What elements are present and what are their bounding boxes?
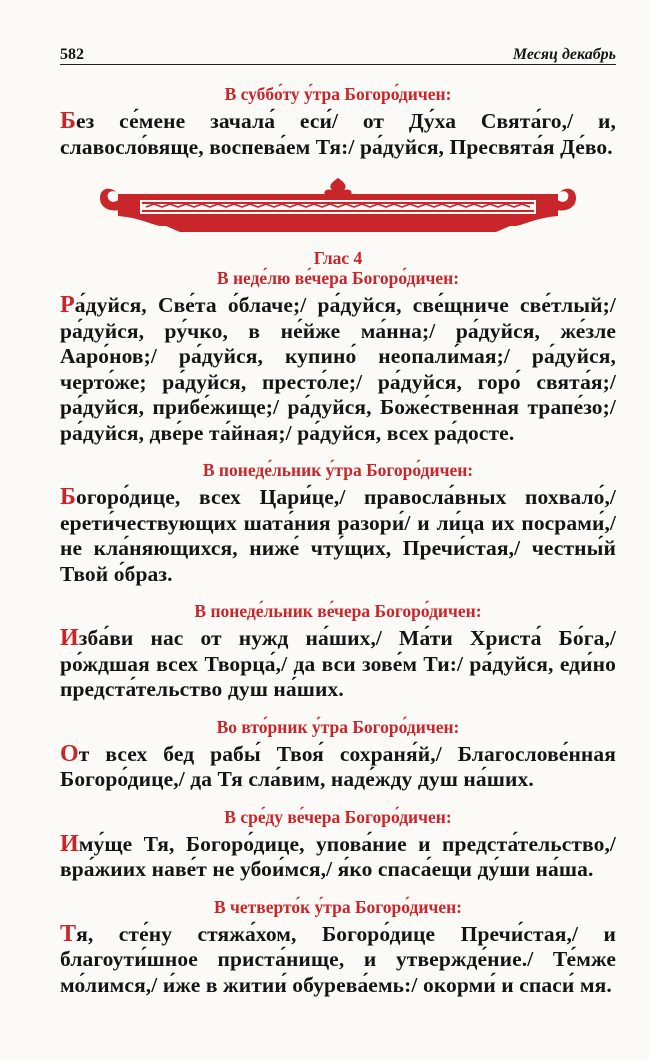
running-title: Месяц декабрь	[512, 46, 616, 63]
initial-letter: Р	[60, 292, 75, 318]
section-title: В неде́лю ве́чера Богоро́дичен:	[216, 268, 460, 288]
text-body: т всех бед рабы́ Твоя́ сохраня́й,/ Благослове́нная Богоро́дице,/ да Тя сла́вим, наде́жду душ на́ших.	[60, 741, 616, 791]
section-title: В понеде́льник ве́чера Богоро́дичен:	[194, 601, 482, 621]
section-title: В суббо́ту у́тра Богоро́дичен:	[224, 84, 452, 104]
section-monday-morning	[60, 460, 616, 587]
section-wednesday-evening	[60, 807, 616, 883]
page-number: 582	[60, 46, 84, 63]
text-body: зба́ви нас от нужд на́ших,/ Ма́ти Христа́ Бо́га,/ ро́ждшая всех Творца́,/ да вси зове́м Ти:/ ра́дуйся, еди́но предста́тельство душ на́ших.	[60, 626, 616, 701]
section-text	[60, 626, 616, 703]
section-title: Во вто́рник у́тра Богоро́дичен:	[216, 716, 460, 737]
section-text	[60, 485, 616, 587]
initial-letter: Т	[60, 920, 77, 947]
text-body: а́дуйся, Све́та о́блаче;/ ра́дуйся, све́щниче све́тлый;/ ра́дуйся, ру́чко, в не́йже ма́нна;/ ра́дуйся, же́зле Ааро́нов;/ ра́дуйся, купино́ неопали́мая;/ ра́дуйся, черто́же; ра́дуйся, престо́ле;/ ра́дуйся, горо́ свята́я;/ ра́дуйся, прибе́жище;/ ра́дуйся, Боже́ственная трапе́зо;/ ра́дуйся, две́ре та́йная;/ ра́дуйся, всех ра́досте.	[60, 293, 616, 445]
text-body: я, сте́ну стяжа́хом, Богоро́дице Пречи́стая,/ и благоути́шное приста́нище, и утвержде́ние./ Те́мже мо́лимся,/ и́же в житии́ обурева́емь:/ окорми́ и спаси́ мя.	[60, 921, 616, 997]
section-sunday-evening	[60, 248, 616, 446]
initial-letter: Б	[60, 484, 76, 510]
section-text	[60, 293, 616, 446]
initial-letter: И	[60, 830, 79, 857]
section-saturday-morning	[60, 84, 616, 160]
initial-letter: О	[60, 740, 79, 767]
initial-letter: И	[60, 625, 79, 651]
text-body: му́ще Тя, Богоро́дице, упова́ние и предста́тельство,/ вра́жиих наве́т не убои́мся,/ я́ко спаса́ещи ду́ши на́ша.	[60, 831, 616, 881]
section-title: В четверто́к у́тра Богоро́дичен:	[213, 896, 463, 917]
section-monday-evening	[60, 601, 616, 703]
text-body: ез се́мене зачала́ еси́/ от Ду́ха Свята́го,/ и, славосло́вяще, воспева́ем Тя:/ ра́дуйся, Пресвята́я Де́во.	[60, 109, 616, 159]
section-text	[60, 742, 616, 793]
glas-label: Глас 4	[313, 248, 363, 268]
section-tuesday-morning	[60, 717, 616, 793]
section-text	[60, 922, 616, 999]
text-body: огоро́дице, всех Цари́це,/ правосла́вных похвало́,/ ерети́чествующих шата́ния разори́/ и ли́ца их посрами́,/ не кла́няющихся, ниже́ чту́щих, Пречи́стая,/ честны́й Твой о́браз.	[60, 485, 616, 586]
initial-letter: Б	[60, 108, 76, 134]
page-header	[60, 38, 616, 65]
book-page	[60, 38, 616, 998]
section-text	[60, 832, 616, 883]
section-text	[60, 109, 616, 160]
ornament-headpiece	[96, 176, 580, 236]
section-title: В понеде́льник у́тра Богоро́дичен:	[202, 460, 474, 480]
section-thursday-morning	[60, 897, 616, 999]
section-title: В сре́ду ве́чера Богоро́дичен:	[224, 806, 452, 827]
